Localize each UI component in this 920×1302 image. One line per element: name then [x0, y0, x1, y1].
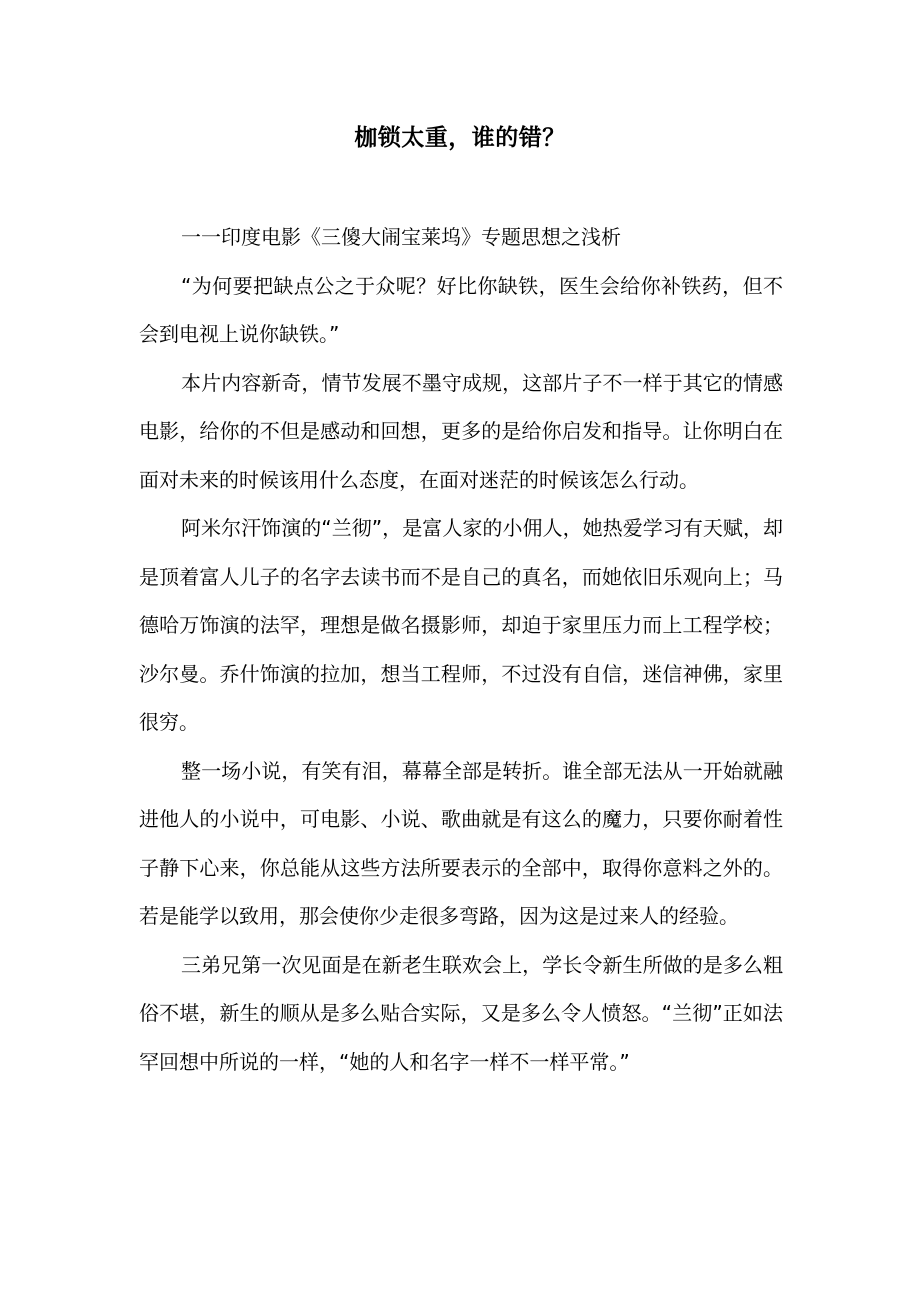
- paragraph-characters: 阿米尔汗饰演的“兰彻”，是富人家的小佣人，她热爱学习有天赋，却是顶着富人儿子的名字去读书而不是自己的真名，而她依旧乐观向上；马德哈万饰演的法罕，理想是做名摄影师，却迫于家里压力而上工程学校；沙尔曼。乔什饰演的拉加，想当工程师，不过没有自信，迷信神佛，家里很穷。: [139, 516, 783, 734]
- document-title: 枷锁太重，谁的错？: [354, 125, 566, 151]
- paragraph-first-meeting: 三弟兄第一次见面是在新老生联欢会上，学长令新生所做的是多么粗俗不堪，新生的顺从是多么贴合实际，又是多么令人愤怒。“兰彻”正如法罕回想中所说的一样，“她的人和名字一样不一样平常。”: [139, 952, 783, 1074]
- document-subtitle: 一一印度电影《三傻大闹宝莱坞》专题思想之浅析: [181, 225, 621, 249]
- paragraph-quote: “为何要把缺点公之于众呢？好比你缺铁，医生会给你补铁药，但不会到电视上说你缺铁。”: [139, 273, 783, 346]
- paragraph-intro: 本片内容新奇，情节发展不墨守成规，这部片子不一样于其它的情感电影，给你的不但是感动和回想，更多的是给你启发和指导。让你明白在面对未来的时候该用什么态度，在面对迷茫的时候该怎么行动。: [139, 370, 783, 492]
- paragraph-story: 整一场小说，有笑有泪，幕幕全部是转折。谁全部无法从一开始就融进他人的小说中，可电影、小说、歌曲就是有这么的魔力，只要你耐着性子静下心来，你总能从这些方法所要表示的全部中，取得你意料之外的。若是能学以致用，那会使你少走很多弯路，因为这是过来人的经验。: [139, 758, 783, 928]
- document-body: [139, 213, 783, 1086]
